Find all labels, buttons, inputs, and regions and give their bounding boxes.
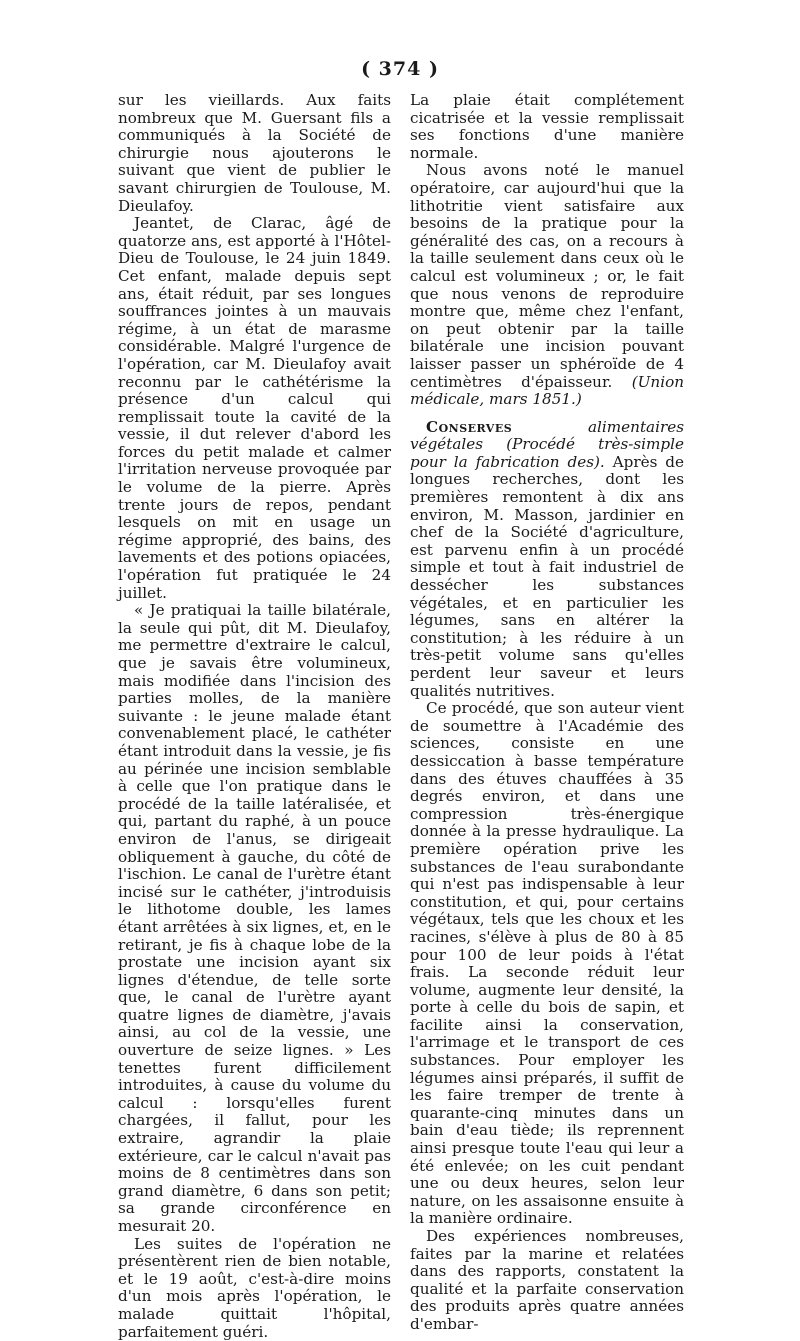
- section-title: Conserves: [426, 417, 513, 436]
- left-column: [118, 92, 391, 1341]
- section-body: Après de longues recherches, dont les premières remontent à dix ans environ, M. Masson, jardinier en chef de la Société d'agriculture, est parvenu enfin à un procédé simple et tout à fait industriel de dessécher les substances végétales, et en particulier les légumes, sans en altérer la constitution; à les réduire à un très-petit volume sans qu'elles perdent leur saveur et leurs qualités nutritives.: [410, 452, 684, 700]
- right-paragraph-5: Des expériences nombreuses, faites par la marine et relatées dans des rapports, constatent la qualité et la parfaite conservation des produits après quatre années d'embar-: [410, 1227, 684, 1333]
- left-paragraph-3: « Je pratiquai la taille bilatérale, la seule qui pût, dit M. Dieulafoy, me permettre d'extraire le calcul, que je savais être volumineux, mais modifiée dans l'incision des parties molles, de la manière suivante : le jeune malade étant convenablement placé, le cathéter étant introduit dans la vessie, je fis au périnée une incision semblable à celle que l'on pratique dans le procédé de la taille latéralisée, et qui, partant du raphé, à un pouce environ de l'anus, se dirigeait obliquement à gauche, du côté de l'ischion. Le canal de l'urètre étant incisé sur le cathéter, j'introduisis le lithotome double, les lames étant arrêtées à six lignes, et, en le retirant, je fis à chaque lobe de la prostate une incision ayant six lignes d'étendue, de telle sorte que, le canal de l'urètre ayant quatre lignes de diamètre, j'avais ainsi, au col de la vessie, une ouverture de seize lignes. » Les tenettes furent difficilement introduites, à cause du volume du calcul : lorsqu'elles furent chargées, il fallut, pour les extraire, agrandir la plaie extérieure, car le calcul n'avait pas moins de 8 centimètres dans son grand diamètre, 6 dans son petit; sa grande circonférence en mesurait 20.: [118, 601, 391, 1235]
- section-conserves: [410, 419, 684, 701]
- left-paragraph-4: Les suites de l'opération ne présentèrent rien de bien notable, et le 19 août, c'est-à-dire moins d'un mois après l'opération, le malade quittait l'hôpital, parfaitement guéri.: [118, 1234, 391, 1341]
- left-paragraph-2: Jeantet, de Clarac, âgé de quatorze ans, est apporté à l'Hôtel-Dieu de Toulouse, le 24 juin 1849. Cet enfant, malade depuis sept ans, était réduit, par ses longues souffrances jointes à un mauvais régime, à un état de marasme considérable. Malgré l'urgence de l'opération, car M. Dieulafoy avait reconnu par le cathétérisme la présence d'un calcul qui remplissait toute la cavité de la vessie, il dut relever d'abord les forces du petit malade et calmer l'irritation nerveuse provoquée par le volume de la pierre. Après trente jours de repos, pendant lesquels on mit en usage un régime approprié, des bains, des lavements et des potions opiacées, l'opération fut pratiquée le 24 juillet.: [118, 214, 391, 602]
- right-paragraph-2: [410, 162, 684, 408]
- page-number: ( 374 ): [361, 58, 439, 80]
- right-paragraph-1: La plaie était complétement cicatrisée et la vessie remplissait ses fonctions d'une manière normale.: [410, 91, 684, 162]
- right-paragraph-2-text: Nous avons noté le manuel opératoire, car aujourd'hui que la lithotritie vient satisfaire aux besoins de la pratique pour la généralité des cas, on a recours à la taille seulement dans ceux où le calcul est volumineux ; or, le fait que nous venons de reproduire montre que, même chez l'enfant, on peut obtenir par la taille bilatérale une incision pouvant laisser passer un sphéroïde de 4 centimètres d'épaisseur.: [410, 161, 684, 391]
- right-paragraph-4: Ce procédé, que son auteur vient de soumettre à l'Académie des sciences, consiste en une dessiccation à basse température dans des étuves chauffées à 35 degrés environ, et dans une compression très-énergique donnée à la presse hydraulique. La première opération prive les substances de l'eau surabondante qui n'est pas indispensable à leur constitution, et qui, pour certains végétaux, tels que les choux et les racines, s'élève à plus de 80 à 85 pour 100 de leur poids à l'état frais. La seconde réduit leur volume, augmente leur densité, la porte à celle du bois de sapin, et facilite ainsi la conservation, l'arrimage et le transport de ces substances. Pour employer les légumes ainsi préparés, il suffit de les faire tremper de trente à quarante-cinq minutes dans un bain d'eau tiède; ils reprennent ainsi presque toute l'eau qui leur a été enlevée; on les cuit pendant une ou deux heures, selon leur nature, on les assaisonne ensuite à la manière ordinaire.: [410, 699, 684, 1228]
- right-column: [410, 92, 684, 1334]
- source-citation: (Union médicale, mars 1851.): [410, 372, 684, 409]
- left-paragraph-1: sur les vieillards. Aux faits nombreux que M. Guersant fils a communiqués à la Société de chirurgie nous ajouterons le suivant que vient de publier le savant chirurgien de Toulouse, M. Dieulafoy.: [118, 91, 391, 215]
- section-subtitle: alimentaires végétales (Procédé très-simple pour la fabrication des).: [410, 417, 684, 471]
